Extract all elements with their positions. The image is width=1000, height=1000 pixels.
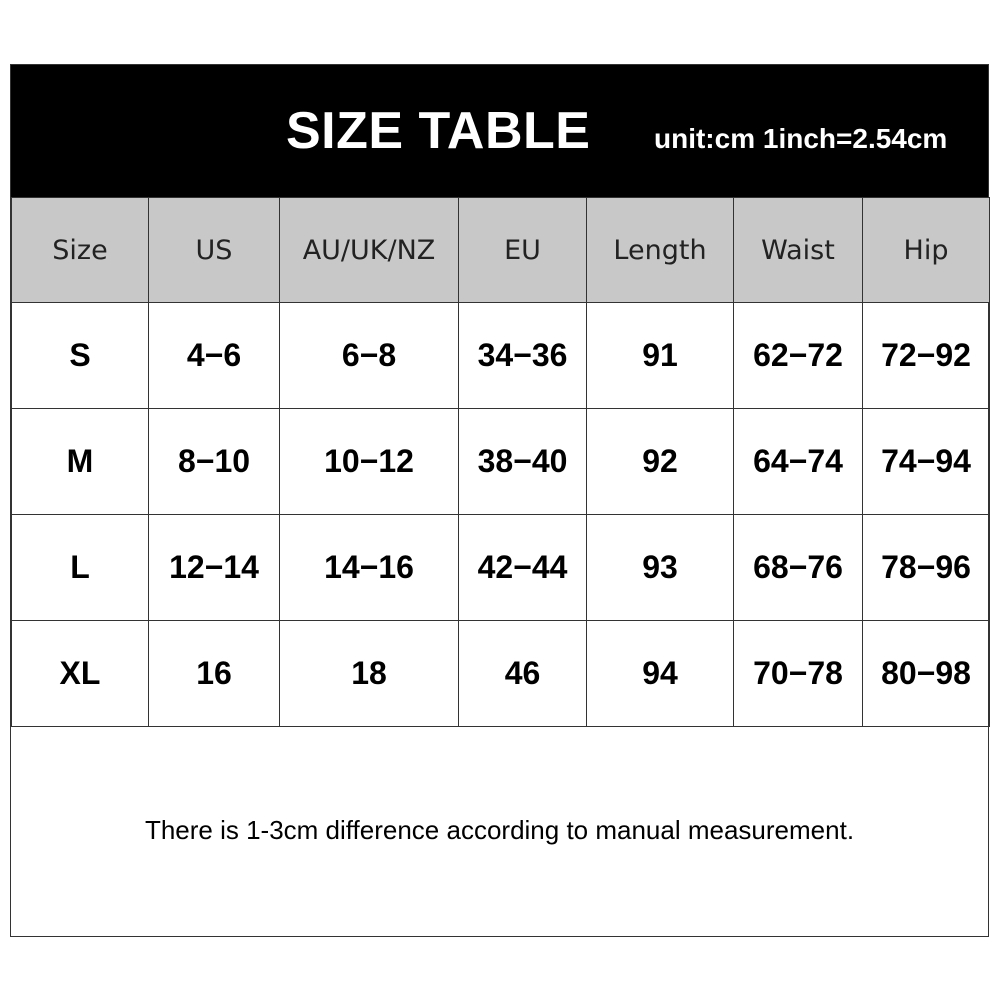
us-cell: 12−14 [149,515,280,621]
us-cell: 16 [149,621,280,727]
waist-cell: 70−78 [734,621,863,727]
size-cell: M [12,409,149,515]
waist-cell: 62−72 [734,303,863,409]
length-cell: 93 [587,515,734,621]
column-header-au-uk-nz: AU/UK/NZ [280,198,459,303]
au-uk-nz-cell: 6−8 [280,303,459,409]
us-cell: 4−6 [149,303,280,409]
table-row [12,409,990,515]
eu-cell: 34−36 [459,303,587,409]
column-header-eu: EU [459,198,587,303]
note-area [11,727,988,936]
table-row [12,515,990,621]
waist-cell: 64−74 [734,409,863,515]
size-cell: L [12,515,149,621]
eu-cell: 42−44 [459,515,587,621]
size-cell: S [12,303,149,409]
measurement-note: There is 1-3cm difference according to manual measurement. [144,815,855,845]
column-header-waist: Waist [734,198,863,303]
unit-note: unit:cm 1inch=2.54cm [654,123,948,154]
au-uk-nz-cell: 10−12 [280,409,459,515]
au-uk-nz-cell: 18 [280,621,459,727]
eu-cell: 46 [459,621,587,727]
waist-cell: 68−76 [734,515,863,621]
size-cell: XL [12,621,149,727]
us-cell: 8−10 [149,409,280,515]
size-chart [10,64,989,937]
column-header-hip: Hip [863,198,990,303]
length-cell: 94 [587,621,734,727]
table-header-row [12,198,990,303]
table-row [12,303,990,409]
hip-cell: 72−92 [863,303,990,409]
length-cell: 91 [587,303,734,409]
column-header-us: US [149,198,280,303]
column-header-size: Size [12,198,149,303]
hip-cell: 74−94 [863,409,990,515]
hip-cell: 80−98 [863,621,990,727]
hip-cell: 78−96 [863,515,990,621]
length-cell: 92 [587,409,734,515]
title-bar [11,65,988,197]
page-title: SIZE TABLE [286,102,591,160]
eu-cell: 38−40 [459,409,587,515]
size-table [11,197,990,727]
column-header-length: Length [587,198,734,303]
au-uk-nz-cell: 14−16 [280,515,459,621]
table-row [12,621,990,727]
